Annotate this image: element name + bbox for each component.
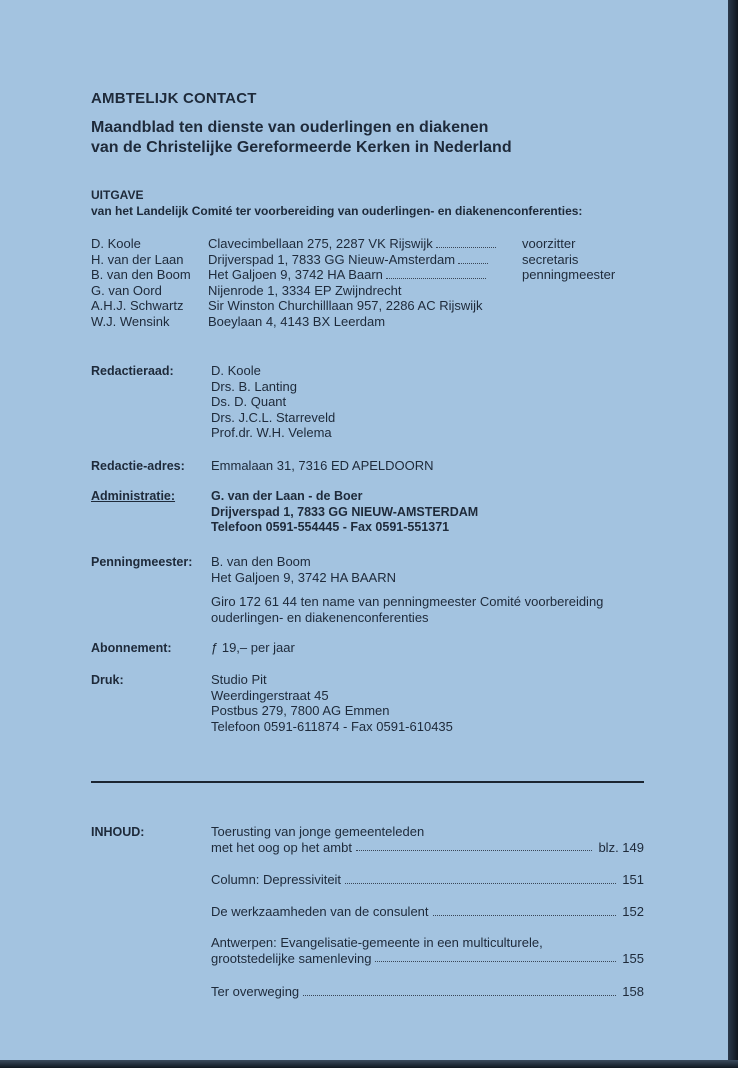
committee-address-row: Sir Winston Churchilllaan 957, 2286 AC Rijswijk <box>208 298 483 313</box>
druk-label: Druk: <box>91 673 124 687</box>
committee-name: A.H.J. Schwartz <box>91 298 184 313</box>
committee-role: voorzitter <box>522 236 576 251</box>
publisher-label: UITGAVE <box>91 188 144 202</box>
toc-title-line: grootstedelijke samenleving <box>211 950 372 966</box>
redactie-adres-label: Redactie-adres: <box>91 459 185 473</box>
penningmeester-address: Het Galjoen 9, 3742 HA BAARN <box>211 569 396 585</box>
administratie-line: Telefoon 0591-554445 - Fax 0591-551371 <box>211 520 450 534</box>
toc-page-number: 152 <box>622 904 644 919</box>
toc-title-line: Antwerpen: Evangelisatie-gemeente in een multiculturele, <box>211 935 543 950</box>
giro-line: Giro 172 61 44 ten name van penningmeester Comité voorbereiding <box>211 594 604 609</box>
penningmeester-block <box>211 554 396 585</box>
editor-name: Ds. D. Quant <box>211 394 287 409</box>
committee-roles <box>522 236 615 283</box>
redactieraad-label: Redactieraad: <box>91 364 174 378</box>
toc-page-number: 155 <box>622 950 644 966</box>
committee-addresses <box>208 236 499 329</box>
toc-title-line: met het oog op het ambt <box>211 839 352 855</box>
committee-name: D. Koole <box>91 236 141 251</box>
section-divider <box>91 781 644 783</box>
abonnement-value: ƒ 19,– per jaar <box>211 640 295 655</box>
druk-line: Postbus 279, 7800 AG Emmen <box>211 703 390 718</box>
committee-name: G. van Oord <box>91 282 162 298</box>
penningmeester-label: Penningmeester: <box>91 555 193 569</box>
committee-role: secretaris <box>522 251 579 267</box>
page-bottom-shadow <box>0 1060 738 1068</box>
giro-line: ouderlingen- en diakenenconferenties <box>211 609 429 625</box>
administratie-line: Drijverspad 1, 7833 GG NIEUW-AMSTERDAM <box>211 504 479 519</box>
committee-address-row: Boeylaan 4, 4143 BX Leerdam <box>208 313 386 329</box>
druk-block <box>211 672 453 734</box>
toc-page-number: blz. 149 <box>598 839 644 855</box>
magazine-title: AMBTELIJK CONTACT <box>91 90 257 107</box>
toc-item[interactable] <box>211 935 644 966</box>
penningmeester-name: B. van den Boom <box>211 554 311 569</box>
toc-item[interactable] <box>211 904 644 920</box>
druk-line: Studio Pit <box>211 672 267 687</box>
inhoud-label: INHOUD: <box>91 825 145 839</box>
committee-address-row: Clavecimbellaan 275, 2287 VK Rijswijk <box>208 236 499 252</box>
subtitle-line-2: van de Christelijke Gereformeerde Kerken in Nederland <box>91 139 512 156</box>
druk-line: Telefoon 0591-611874 - Fax 0591-610435 <box>211 718 453 734</box>
administratie-block <box>211 489 478 536</box>
toc-item[interactable] <box>211 824 644 855</box>
toc-title-line: De werkzaamheden van de consulent <box>211 904 429 919</box>
editor-name: D. Koole <box>211 363 261 378</box>
committee-role: penningmeester <box>522 267 616 282</box>
redactieraad-members <box>211 363 335 441</box>
toc-title-line: Column: Depressiviteit <box>211 872 342 887</box>
toc-item[interactable] <box>211 872 644 888</box>
committee-address-row: Drijverspad 1, 7833 GG Nieuw-Amsterdam <box>208 252 499 268</box>
editor-name: Drs. B. Lanting <box>211 378 297 394</box>
toc-item[interactable] <box>211 984 644 1000</box>
administratie-line: G. van der Laan - de Boer <box>211 489 363 503</box>
druk-line: Weerdingerstraat 45 <box>211 687 329 703</box>
toc-title-line: Ter overweging <box>211 984 300 999</box>
abonnement-label: Abonnement: <box>91 641 172 655</box>
redactie-adres-value: Emmalaan 31, 7316 ED APELDOORN <box>211 458 434 473</box>
committee-name: H. van der Laan <box>91 251 184 267</box>
giro-block <box>211 594 603 625</box>
editor-name: Drs. J.C.L. Starreveld <box>211 409 336 425</box>
toc-page-number: 158 <box>622 984 644 999</box>
committee-address-row: Het Galjoen 9, 3742 HA Baarn <box>208 267 499 283</box>
administratie-label: Administratie: <box>91 489 176 503</box>
subtitle-line-1: Maandblad ten dienste van ouderlingen en diakenen <box>91 119 489 136</box>
committee-name: W.J. Wensink <box>91 313 170 329</box>
committee-name: B. van den Boom <box>91 267 191 282</box>
page-edge-shadow <box>728 0 738 1068</box>
toc-page-number: 151 <box>622 872 644 887</box>
publisher-line: van het Landelijk Comité ter voorbereiding van ouderlingen- en diakenenconferenties: <box>91 204 583 218</box>
magazine-subtitle <box>91 118 651 158</box>
editor-name: Prof.dr. W.H. Velema <box>211 425 332 440</box>
committee-address-row: Nijenrode 1, 3334 EP Zwijndrecht <box>208 282 402 298</box>
committee-names <box>91 236 191 329</box>
toc-title-line: Toerusting van jonge gemeenteleden <box>211 824 425 839</box>
